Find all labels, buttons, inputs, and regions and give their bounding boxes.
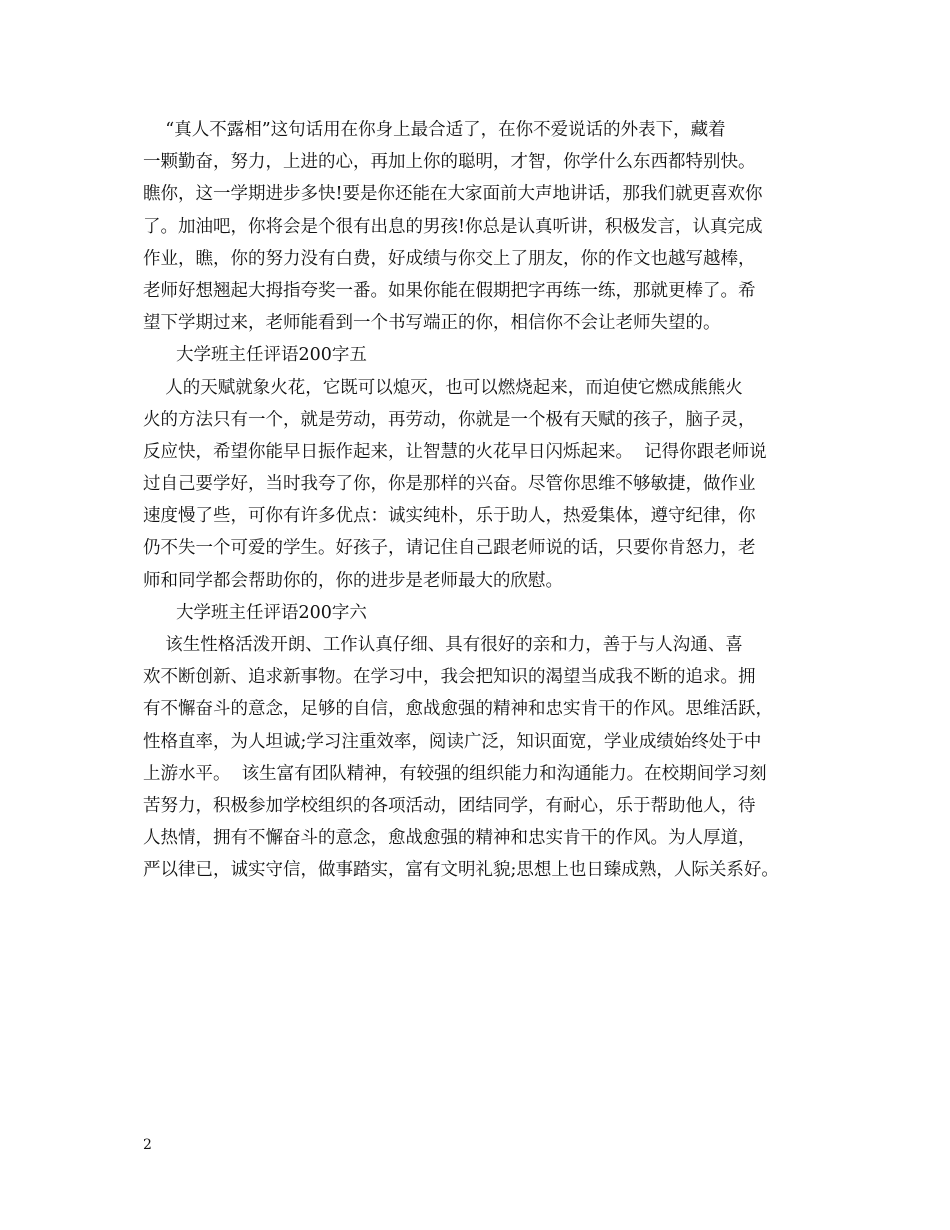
text-line: 上游水平。 该生富有团队精神，有较强的组织能力和沟通能力。在校期间学习刻 (143, 763, 767, 784)
document-body (143, 114, 823, 887)
text-line: 瞧你，这一学期进步多快!要是你还能在大家面前大声地讲话，那我们就更喜欢你 (143, 184, 763, 205)
text-line: 性格直率，为人坦诚;学习注重效率，阅读广泛，知识面宽，学业成绩始终处于中 (143, 731, 762, 752)
text-line: 火的方法只有一个，就是劳动，再劳动，你就是一个极有天赋的孩子，脑子灵， (143, 409, 756, 430)
text-line: 苦努力，积极参加学校组织的各项活动，团结同学，有耐心，乐于帮助他人，待 (143, 795, 756, 816)
text-line: 该生性格活泼开朗、工作认真仔细、具有很好的亲和力，善于与人沟通、喜 (143, 635, 743, 655)
text-line: 严以律已，诚实守信，做事踏实，富有文明礼貌;思想上也日臻成熟，人际关系好。 (143, 860, 779, 881)
text-line: 望下学期过来，老师能看到一个书写端正的你，相信你不会让老师失望的。 (143, 313, 721, 334)
text-line: 过自己要学好，当时我夸了你，你是那样的兴奋。尽管你思维不够敏捷，做作业 (143, 474, 756, 495)
text-line: 老师好想翘起大拇指夸奖一番。如果你能在假期把字再练一练，那就更棒了。希 (143, 280, 756, 301)
section-heading: 大学班主任评语200字五 (176, 345, 367, 366)
text-line: 了。加油吧，你将会是个很有出息的男孩!你总是认真听讲，积极发言，认真完成 (143, 216, 763, 237)
page-number: 2 (143, 1137, 152, 1153)
text-line: 欢不断创新、追求新事物。在学习中，我会把知识的渴望当成我不断的追求。拥 (143, 667, 756, 688)
text-line: 作业，瞧，你的努力没有白费，好成绩与你交上了朋友，你的作文也越写越棒， (143, 248, 756, 269)
text-line: 人的天赋就象火花，它既可以熄灭，也可以燃烧起来，而迫使它燃成熊熊火 (143, 377, 743, 398)
text-line: 有不懈奋斗的意念，足够的自信，愈战愈强的精神和忠实肯干的作风。思维活跃， (143, 699, 773, 720)
text-line: 速度慢了些，可你有许多优点：诚实纯朴，乐于助人，热爱集体，遵守纪律，你 (143, 506, 756, 527)
text-line: 人热情，拥有不懈奋斗的意念，愈战愈强的精神和忠实肯干的作风。为人厚道， (143, 828, 756, 849)
section-heading: 大学班主任评语200字六 (176, 602, 367, 623)
text-line: 师和同学都会帮助你的，你的进步是老师最大的欣慰。 (143, 570, 563, 591)
text-line: 反应快，希望你能早日振作起来，让智慧的火花早日闪烁起来。 记得你跟老师说 (143, 441, 767, 462)
text-line: 仍不失一个可爱的学生。好孩子，请记住自己跟老师说的话，只要你肯怒力，老 (143, 538, 756, 559)
text-line: 一颗勤奋，努力，上进的心，再加上你的聪明，才智，你学什么东西都特别快。 (143, 152, 756, 173)
text-line: “真人不露相”这句话用在你身上最合适了，在你不爱说话的外表下，藏着 (143, 120, 726, 140)
